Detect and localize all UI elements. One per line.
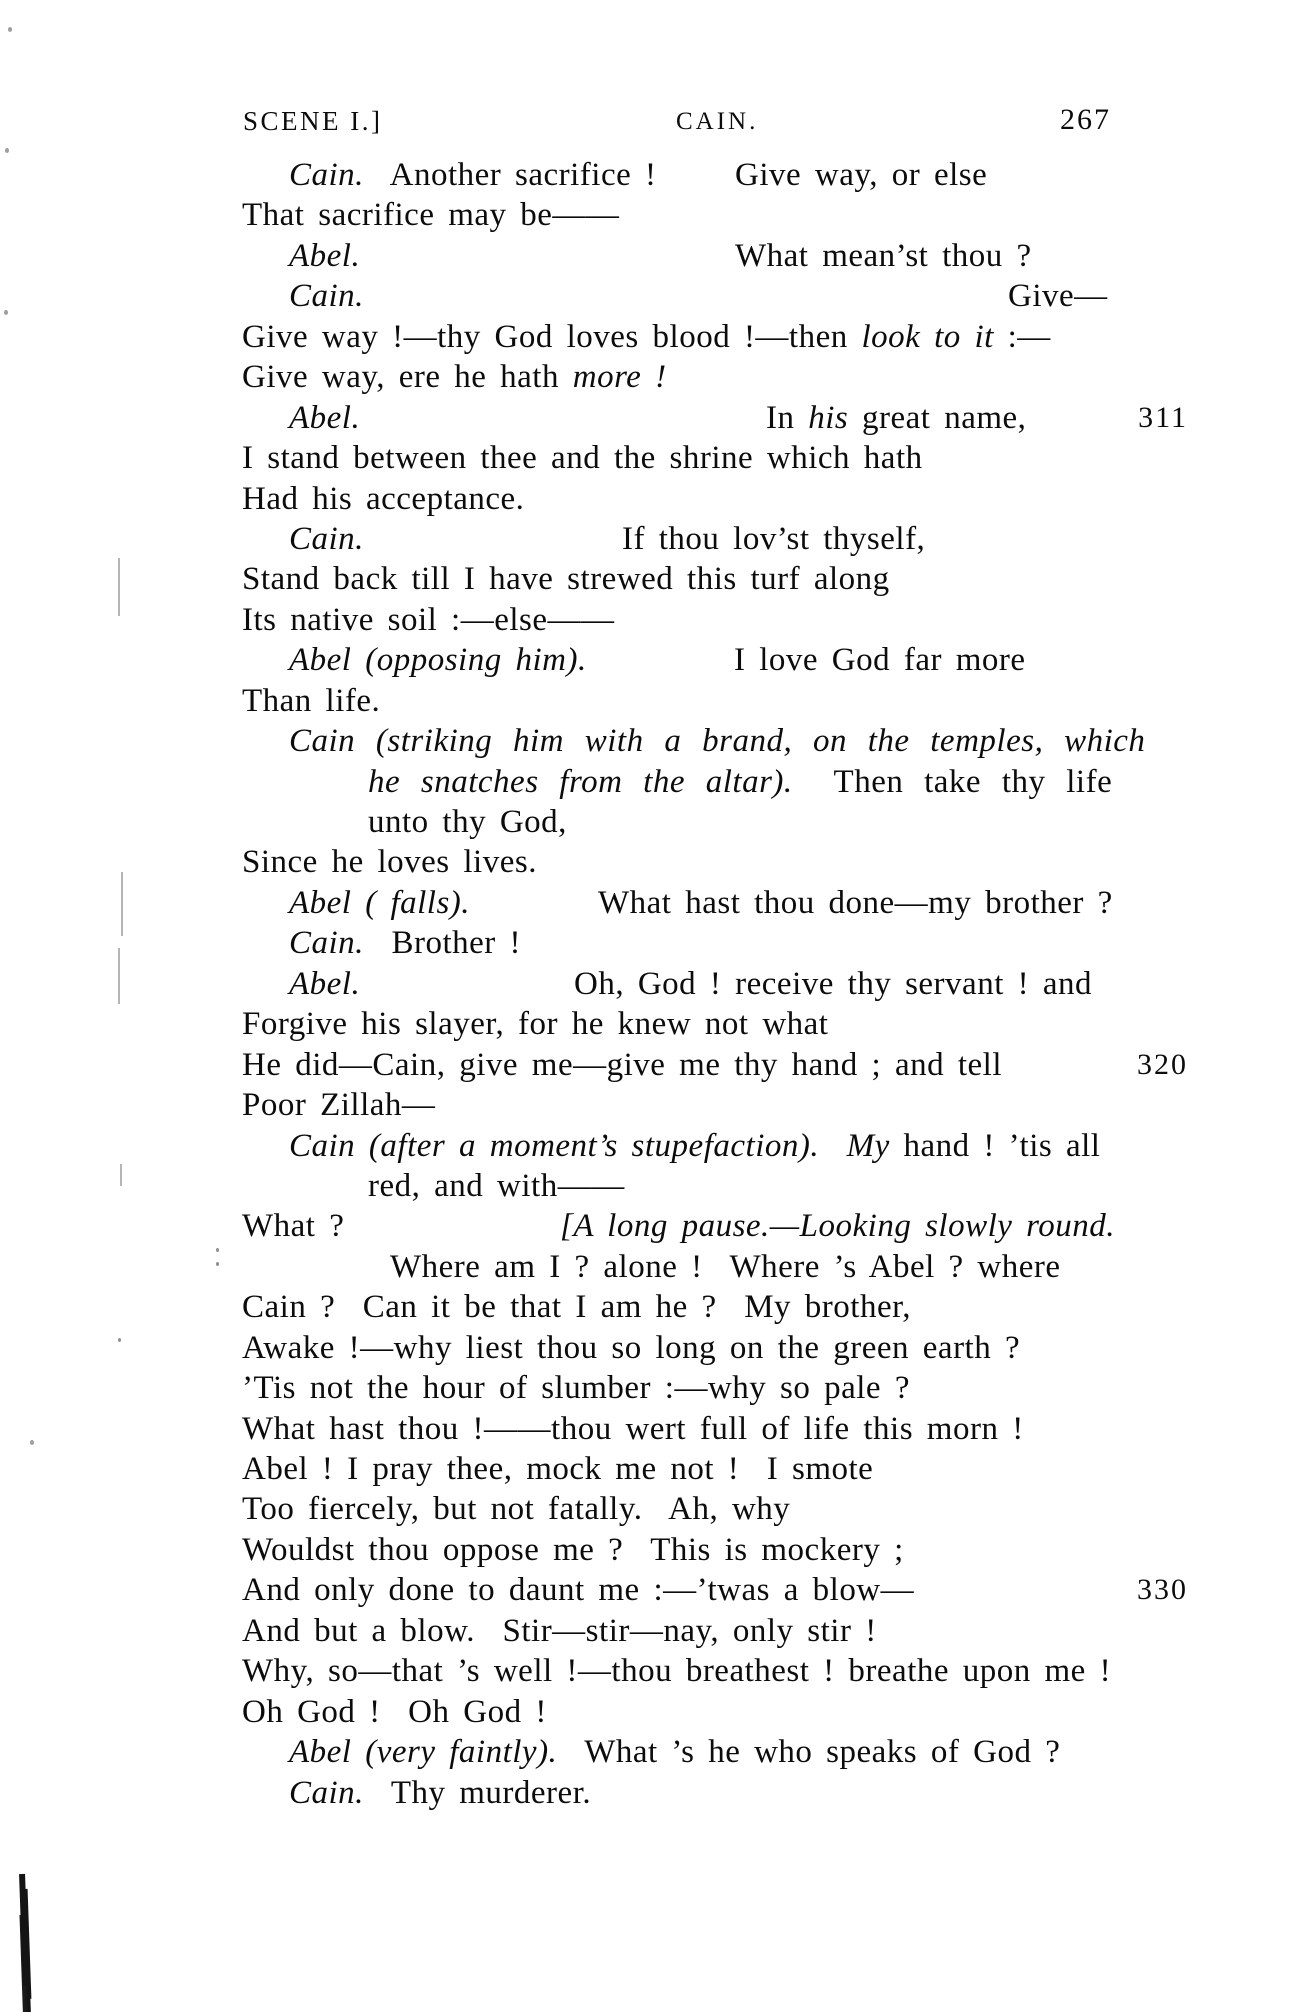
verse-line: [0, 1611, 1309, 1651]
line-part: Cain. Another sacrifice !: [289, 157, 657, 193]
verse-line: [0, 559, 1309, 599]
line-number: 320: [1137, 1047, 1188, 1081]
verse-line: [0, 883, 1309, 923]
verse-line: [0, 1368, 1309, 1408]
scan-artifact: [118, 1338, 121, 1342]
line-part: Why, so—that ’s well !—thou breathest ! breathe upon me !: [242, 1653, 1112, 1690]
line-part: Where am I ? alone ! Where ’s Abel ? where: [390, 1248, 1061, 1285]
line-part: What mean’st thou ?: [735, 237, 1032, 274]
scan-artifact: [30, 1440, 34, 1445]
verse-line: [0, 1449, 1309, 1489]
verse-lines: [0, 155, 1309, 1813]
verse-line: [0, 1409, 1309, 1449]
verse-line: [0, 681, 1309, 721]
line-part: Give—: [1008, 278, 1108, 315]
verse-line: [0, 236, 1309, 276]
line-part: Give way, ere he hath more !: [242, 359, 667, 396]
verse-line: [0, 721, 1309, 761]
line-part: Too fiercely, but not fatally. Ah, why: [242, 1491, 791, 1528]
verse-line: [0, 438, 1309, 478]
verse-line: [0, 600, 1309, 640]
scan-artifact: [8, 27, 12, 32]
line-part: Abel ( falls).: [289, 884, 471, 921]
verse-line: [0, 479, 1309, 519]
line-part: unto thy God,: [368, 804, 567, 840]
line-part: I stand between thee and the shrine which hath: [242, 440, 923, 477]
verse-line: [0, 802, 1309, 842]
line-part: What hast thou done—my brother ?: [598, 884, 1113, 921]
verse-line: [0, 842, 1309, 882]
verse-line: [0, 317, 1309, 357]
verse-line: [0, 1692, 1309, 1732]
line-number: 311: [1138, 400, 1188, 434]
verse-line: [0, 640, 1309, 680]
line-part: Stand back till I have strewed this turf along: [242, 561, 890, 598]
line-part: He did—Cain, give me—give me thy hand ; and tell: [242, 1046, 1003, 1083]
page-title: CAIN.: [676, 108, 759, 135]
line-part: Its native soil :—else——: [242, 601, 615, 638]
line-part: And but a blow. Stir—stir—nay, only stir !: [242, 1612, 877, 1649]
line-part: Cain (after a moment’s stupefaction). My hand ! ’tis all: [289, 1127, 1101, 1164]
scan-artifact: [121, 872, 123, 936]
verse-line: [0, 762, 1309, 802]
scan-artifact: [4, 310, 8, 315]
line-part: Oh, God ! receive thy servant ! and: [574, 965, 1092, 1002]
verse-line: [0, 276, 1309, 316]
line-part: Abel.: [289, 399, 361, 436]
scan-artifact: [216, 1262, 219, 1266]
line-part: red, and with——: [368, 1167, 625, 1204]
line-part: Cain (striking him with a brand, on the temples, which: [289, 723, 1146, 760]
verse-line: [0, 1045, 1309, 1085]
line-part: Abel.: [289, 965, 361, 1002]
verse-line: [0, 519, 1309, 559]
verse-line: [0, 398, 1309, 438]
line-part: I love God far more: [734, 642, 1026, 679]
line-part: ’Tis not the hour of slumber :—why so pale ?: [242, 1370, 910, 1407]
verse-line: [0, 195, 1309, 235]
scan-artifact: [120, 1164, 122, 1186]
line-part: Cain. Thy murderer.: [289, 1774, 592, 1811]
line-part: What hast thou !——thou wert full of life this morn !: [242, 1410, 1024, 1447]
line-part: Cain.: [289, 278, 364, 315]
line-part: Cain. Brother !: [289, 925, 521, 962]
verse-line: [0, 1085, 1309, 1125]
line-part: In his great name,: [766, 399, 1027, 436]
verse-line: [0, 155, 1309, 195]
line-part: Abel.: [289, 237, 361, 274]
verse-line: [0, 1328, 1309, 1368]
verse-line: [0, 1004, 1309, 1044]
verse-line: [0, 1773, 1309, 1813]
line-part: Give way, or else: [735, 157, 988, 193]
verse-line: [0, 1570, 1309, 1610]
line-part: Forgive his slayer, for he knew not what: [242, 1006, 829, 1043]
line-part: And only done to daunt me :—’twas a blow—: [242, 1572, 915, 1609]
line-part: If thou lov’st thyself,: [622, 520, 926, 557]
verse-line: [0, 1126, 1309, 1166]
scan-artifact: [216, 1248, 219, 1252]
line-part: That sacrifice may be——: [242, 197, 620, 234]
line-part: Abel (very faintly). What ’s he who speaks of God ?: [289, 1734, 1061, 1771]
line-part: What ?: [242, 1208, 345, 1245]
scan-artifact: [5, 148, 9, 153]
verse-line: [0, 1530, 1309, 1570]
verse-line: [0, 923, 1309, 963]
line-part: Abel ! I pray thee, mock me not ! I smote: [242, 1451, 874, 1487]
scene-label: SCENE I.]: [243, 106, 383, 136]
line-part: Had his acceptance.: [242, 480, 525, 517]
verse-line: [0, 964, 1309, 1004]
scan-artifact: [118, 558, 120, 616]
line-part: Poor Zillah—: [242, 1087, 436, 1124]
verse-line: [0, 1651, 1309, 1691]
verse-line: [0, 1166, 1309, 1206]
scan-artifact: [118, 948, 120, 1004]
page-number: 267: [1060, 103, 1111, 136]
verse-line: [0, 1489, 1309, 1529]
ink-mark: [19, 1874, 29, 1986]
line-part: Cain.: [289, 520, 364, 557]
line-number: 330: [1137, 1573, 1188, 1607]
line-part: Since he loves lives.: [242, 844, 537, 881]
line-part: Than life.: [242, 682, 381, 719]
line-part: Give way !—thy God loves blood !—then look to it :—: [242, 318, 1051, 355]
line-part: Awake !—why liest thou so long on the green earth ?: [242, 1329, 1021, 1366]
line-part: Oh God ! Oh God !: [242, 1693, 547, 1730]
line-part: [A long pause.—Looking slowly round.: [560, 1208, 1116, 1245]
verse-line: [0, 1287, 1309, 1327]
verse-line: [0, 1247, 1309, 1287]
verse-line: [0, 357, 1309, 397]
verse-line: [0, 1206, 1309, 1246]
line-part: he snatches from the altar). Then take thy life: [368, 763, 1113, 800]
line-part: Abel (opposing him).: [289, 642, 587, 679]
verse-line: [0, 1732, 1309, 1772]
line-part: Cain ? Can it be that I am he ? My brother,: [242, 1289, 912, 1326]
line-part: Wouldst thou oppose me ? This is mockery ;: [242, 1531, 904, 1568]
